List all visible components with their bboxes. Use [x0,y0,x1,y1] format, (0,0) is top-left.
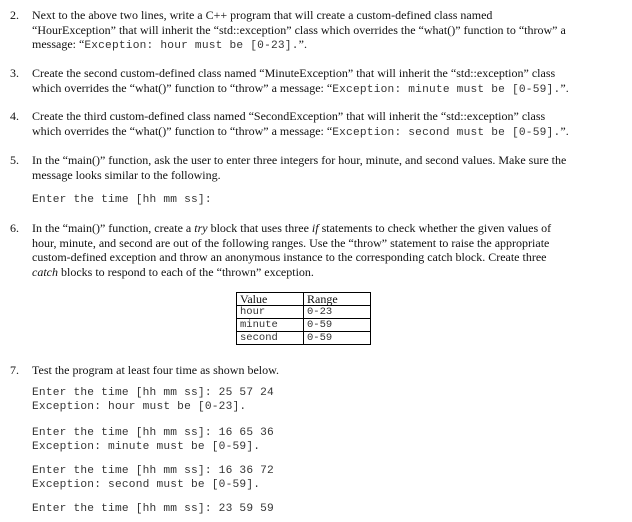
text-run: ”. [560,80,569,95]
code-sample [32,387,274,414]
item-number: 3. [10,66,19,80]
inline-code: Exception: second must be [0-59]. [332,126,561,139]
item-line: “HourException” that will inherit the “std::exception” class which overrides the “what()” function to “throw” a [32,22,566,37]
item-line: Create the third custom-defined class named “SecondException” that will inherit the “std::exception” class [32,109,546,123]
code-line: Exception: second must be [0-59]. [32,478,261,491]
item-line: hour, minute, and second are out of the following ranges. Use the “throw” statement to raise the appropriate [32,235,550,250]
item-number: 5. [10,153,19,167]
italic-term: try [194,221,208,235]
table-header: Value [237,293,304,306]
table-cell: minute [237,319,304,332]
italic-term: if [311,221,319,235]
range-table [236,292,371,345]
table-row [237,319,371,332]
text-run: block that uses three [207,221,312,235]
item-line: In the “main()” function, ask the user to enter three integers for hour, minute, and second values. Make sure the [32,153,567,167]
item-number: 2. [10,8,19,22]
table-row [237,306,371,319]
text-run: which overrides the “what()” function to “throw” a message: “ [32,80,333,95]
item-text [32,153,628,182]
table-row [237,332,371,345]
code-sample: Enter the time [hh mm ss]: [32,194,212,206]
item-text [32,8,628,54]
item-line: message looks similar to the following. [32,167,221,182]
code-sample [32,503,274,517]
code-line: Enter the time [hh mm ss]: 16 36 72 [32,465,274,477]
text-run: ”. [560,123,569,138]
item-line: Test the program at least four time as shown below. [32,363,279,377]
item-line: custom-defined exception and throw an anonymous instance to the corresponding catch block. Create three [32,250,547,265]
item-line: Next to the above two lines, write a C++ program that will create a custom-defined class named [32,8,493,22]
text-run: which overrides the “what()” function to “throw” a message: “ [32,123,333,138]
table-cell: second [237,332,304,345]
item-line [32,221,628,236]
item-line [32,124,628,141]
text-run: blocks to respond to each of the “thrown” exception. [58,264,314,279]
code-line: Enter the time [hh mm ss]: 16 65 36 [32,427,274,439]
item-line: message: “Exception: hour must be [0-23].”. [32,37,307,53]
code-sample [32,465,274,492]
item-text [32,109,628,140]
text-run: In the “main()” function, create a [32,221,195,235]
item-text [32,66,628,97]
inline-code: Exception: hour must be [0-23]. [84,40,299,53]
inline-code: Exception: minute must be [0-59]. [332,83,561,96]
code-line: Exception: minute must be [0-59]. [32,440,261,453]
table-header-row [237,293,371,306]
item-line: Create the second custom-defined class named “MinuteException” that will inherit the “std::exception” class [32,66,556,80]
item-line [32,265,628,280]
code-line: Exception: hour must be [0-23]. [32,400,247,413]
item-text [32,221,628,279]
item-number: 7. [10,363,19,377]
table-cell: 0-59 [304,332,371,345]
text-run: statements to check whether the given values of [318,221,552,235]
item-number: 4. [10,109,19,123]
table-header: Range [304,293,371,306]
item-number: 6. [10,221,19,235]
code-line: Enter the time [hh mm ss]: 23 59 59 [32,503,274,515]
italic-term: catch [32,264,58,279]
item-text [32,363,628,378]
item-line [32,81,628,98]
code-line: Enter the time [hh mm ss]: 25 57 24 [32,387,274,399]
table-cell: 0-23 [304,306,371,319]
code-sample [32,427,274,454]
table-cell: 0-59 [304,319,371,332]
table-cell: hour [237,306,304,319]
